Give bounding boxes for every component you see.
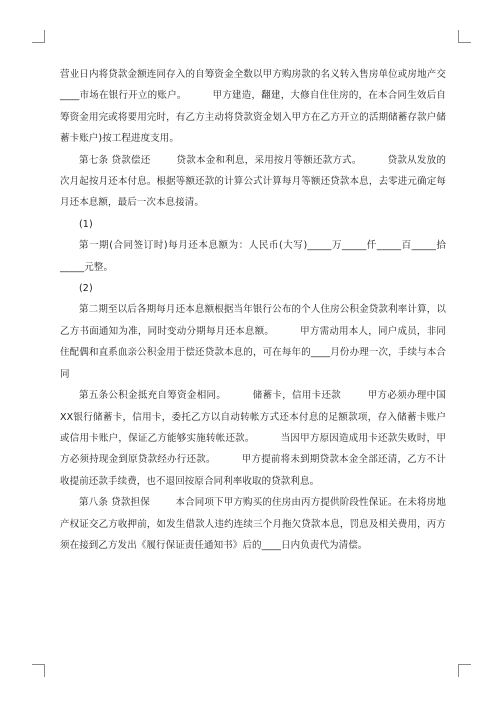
paragraph-article-7-repayment: 第七条 贷款偿还 贷款本金和利息，采用按月等额还款方式。 贷款从发放的次月起按月还本付息。根据等额还款的计算公式计算每月等额还贷款本息，去零进元确定每月还本息额，最后一次本息接清。 <box>60 154 446 209</box>
paragraph-first-period-amount: 第一期(合同签订时)每月还本息额为：人民币(大写)_____万_____仟_____百_____拾_____元整。 <box>60 240 446 273</box>
crop-mark-bottom-right <box>458 664 471 677</box>
paragraph-item-1-marker: (1) <box>79 218 93 230</box>
paragraph-article-5-card-repayment: 第五条公积金抵充自筹资金相同。 储蓄卡，信用卡还款 甲方必须办理中国XX银行储蓄卡，信用卡，委托乙方以自动转帐方式还本付息的足额款项，存入储蓄卡账户或信用卡账户，保证乙方能够实施转帐还款。 当因甲方原因造成用卡还款失败时，甲方必须持现金到原贷款经办行还款。 甲方提前将未到期贷款本金全部还清，乙方不计收提前还款手续费，也不退回按原合同利率收取的贷款利息。 <box>60 390 446 487</box>
crop-mark-bottom-left <box>32 664 45 677</box>
paragraph-item-2-marker: (2) <box>79 283 93 295</box>
document-body <box>60 64 446 556</box>
crop-mark-top-left <box>32 30 45 43</box>
paragraph-article-8-guarantee: 第八条 贷款担保 本合同项下甲方购买的住房由丙方提供阶段性保证。在未将房地产权证交乙方收押前，如发生借款人违约连续三个月拖欠贷款本息，罚息及相关费用，丙方须在接到乙方发出《履行保证责任通知书》后的____日内负责代为清偿。 <box>60 497 446 551</box>
crop-mark-top-right <box>458 30 471 43</box>
paragraph-second-period-amount: 第二期至以后各期每月还本息额根据当年银行公布的个人住房公积金贷款利率计算，以乙方书面通知为准，同时变动分期每月还本息额。 甲方需动用本人，同户成员，非同住配偶和直系血亲公积金用于偿还贷款本息的，可在每年的____月份办理一次，手续与本合同 <box>60 304 446 380</box>
paragraph-loan-transfer: 营业日内将贷款金额连同存入的自筹资金全数以甲方购房款的名义转入售房单位或房地产交____市场在银行开立的账户。 甲方建造，翻建，大修自住住房的，在本合同生效后自筹资金用完或将要用完时，有乙方主动将贷款资金划入甲方在乙方开立的活期储蓄存款户储蓄卡账户)按工程进度支用。 <box>60 69 446 145</box>
